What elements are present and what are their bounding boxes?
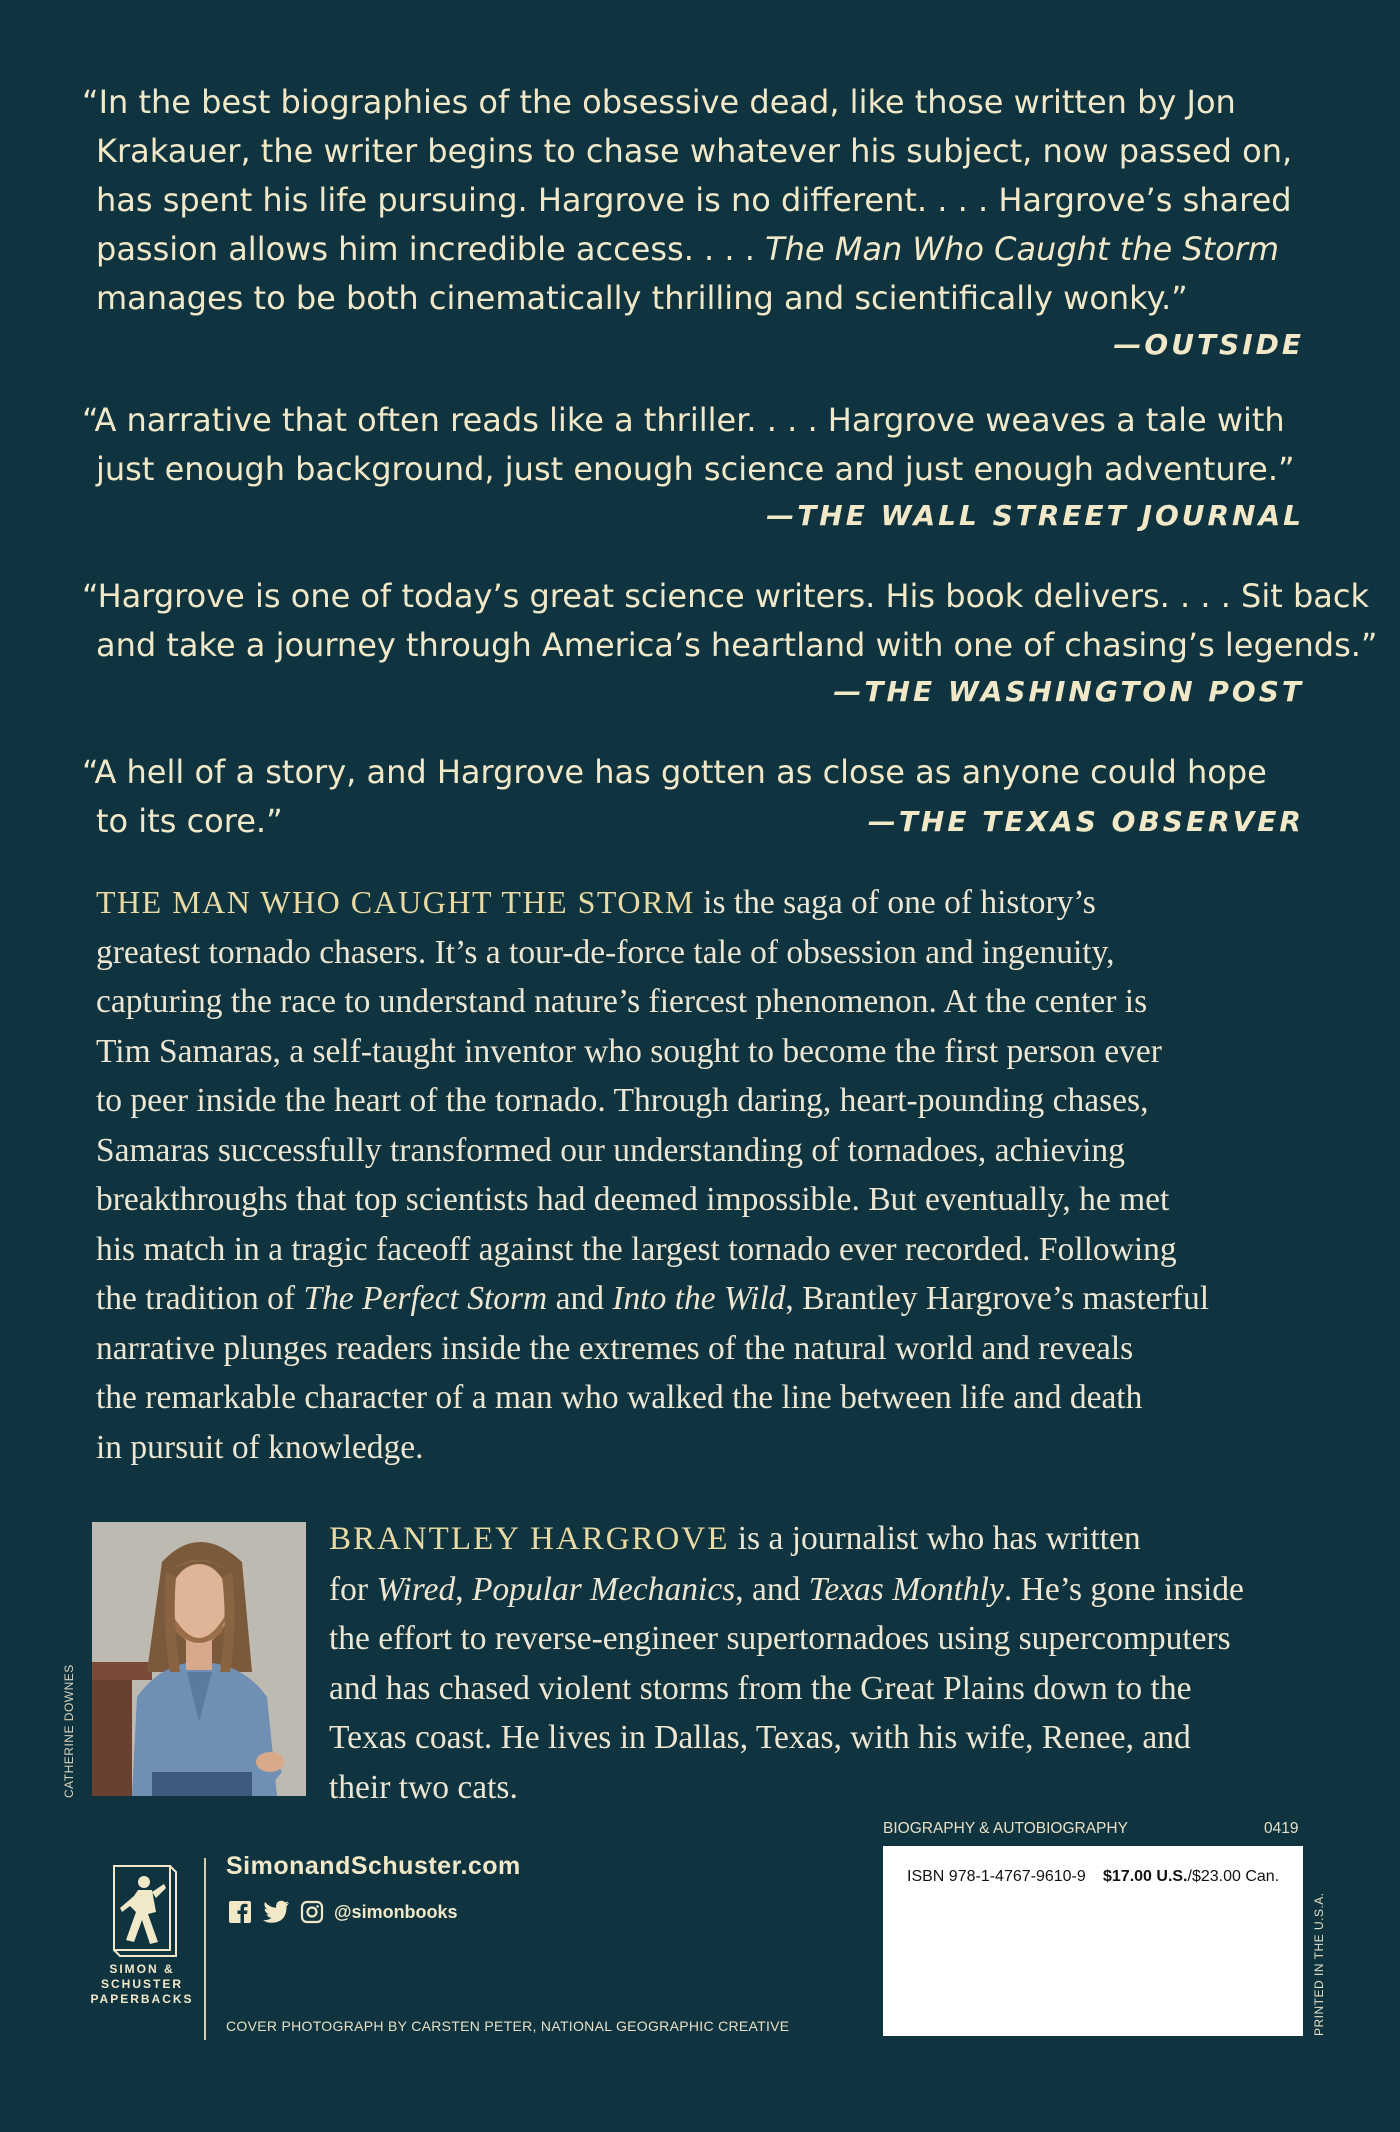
- description-line: the remarkable character of a man who walked the line between life and death: [96, 1379, 1143, 1416]
- description-line: THE MAN WHO CAUGHT THE STORM is the saga of one of history’s: [96, 884, 1096, 921]
- book-category: BIOGRAPHY & AUTOBIOGRAPHY: [883, 1820, 1128, 1837]
- isbn: ISBN 978-1-4767-9610-9: [907, 1868, 1086, 1885]
- bio-line: their two cats.: [329, 1768, 518, 1806]
- publisher-logo-text: SIMON & SCHUSTER PAPERBACKS: [90, 1962, 194, 2006]
- retail-code: 0419: [1264, 1820, 1299, 1837]
- social-handle[interactable]: @simonbooks: [334, 1901, 458, 1922]
- book-title-italic: The Man Who Caught the Storm: [765, 230, 1280, 268]
- social-links: [228, 1898, 458, 1926]
- blurb-source: —THE WASHINGTON POST: [833, 675, 1304, 708]
- blurb-line: “A narrative that often reads like a thriller. . . . Hargrove weaves a tale with: [82, 401, 1285, 439]
- description-line: greatest tornado chasers. It’s a tour-de-force tale of obsession and ingenuity,: [96, 933, 1115, 971]
- blurb-line: Krakauer, the writer begins to chase whatever his subject, now passed on,: [96, 132, 1293, 170]
- photo-credit: CATHERINE DOWNES: [62, 1664, 76, 1798]
- author-photo: [92, 1522, 306, 1796]
- blurb-line: just enough background, just enough science and just enough adventure.”: [96, 450, 1295, 488]
- blurb-line: and take a journey through America’s heartland with one of chasing’s legends.”: [96, 626, 1378, 664]
- blurb-line: “Hargrove is one of today’s great science writers. His book delivers. . . . Sit back: [82, 577, 1369, 615]
- blurb-line: manages to be both cinematically thrilling and scientifically wonky.”: [96, 279, 1188, 317]
- bio-line: for Wired, Popular Mechanics, and Texas Monthly. He’s gone inside: [329, 1570, 1244, 1608]
- description-line: Tim Samaras, a self-taught inventor who sought to become the first person ever: [96, 1032, 1162, 1070]
- bio-line: Texas coast. He lives in Dallas, Texas, with his wife, Renee, and: [329, 1719, 1191, 1756]
- instagram-icon[interactable]: [300, 1900, 324, 1924]
- blurb-source: —THE WALL STREET JOURNAL: [766, 499, 1304, 532]
- description-line: the tradition of The Perfect Storm and Into the Wild, Brantley Hargrove’s masterful: [96, 1280, 1210, 1317]
- author-name: BRANTLEY HARGROVE: [329, 1521, 730, 1557]
- blurb-washington-post: [82, 572, 1378, 714]
- description-line: breakthroughs that top scientists had deemed impossible. But eventually, he met: [96, 1181, 1170, 1218]
- divider: [204, 1858, 206, 2040]
- facebook-icon[interactable]: [228, 1900, 252, 1924]
- description-line: narrative plunges readers inside the extremes of the natural world and reveals: [96, 1329, 1134, 1367]
- description-line: Samaras successfully transformed our understanding of tornadoes, achieving: [96, 1131, 1125, 1169]
- blurb-wsj: [82, 396, 1304, 538]
- blurb-line: to its core.”: [96, 802, 283, 840]
- author-bio: [329, 1514, 1309, 1812]
- description-line: his match in a tragic faceoff against the largest tornado ever recorded. Following: [96, 1230, 1177, 1268]
- bio-line: BRANTLEY HARGROVE is a journalist who has written: [329, 1520, 1141, 1557]
- printed-in: PRINTED IN THE U.S.A.: [1312, 1892, 1326, 2036]
- cover-photo-credit: COVER PHOTOGRAPH BY CARSTEN PETER, NATIONAL GEOGRAPHIC CREATIVE: [226, 2018, 790, 2034]
- blurb-line: “In the best biographies of the obsessive dead, like those written by Jon: [82, 83, 1236, 121]
- book-description: [96, 878, 1306, 1472]
- barcode-box: [883, 1846, 1303, 2036]
- publisher-website-link[interactable]: SimonandSchuster.com: [226, 1852, 521, 1880]
- bio-line: the effort to reverse-engineer supertornadoes using supercomputers: [329, 1620, 1231, 1657]
- twitter-icon[interactable]: [262, 1900, 290, 1924]
- blurb-outside: [82, 78, 1304, 367]
- price: $17.00 U.S./$23.00 Can.: [1103, 1868, 1280, 1885]
- blurb-texas-observer: [82, 748, 1304, 846]
- blurb-line: passion allows him incredible access. . . . The Man Who Caught the Storm: [96, 230, 1280, 268]
- blurb-source: —OUTSIDE: [1113, 328, 1304, 361]
- book-title: THE MAN WHO CAUGHT THE STORM: [96, 884, 695, 920]
- blurb-line: has spent his life pursuing. Hargrove is no different. . . . Hargrove’s shared: [96, 181, 1292, 219]
- blurb-line: “A hell of a story, and Hargrove has gotten as close as anyone could hope: [82, 753, 1267, 791]
- bio-line: and has chased violent storms from the Great Plains down to the: [329, 1669, 1192, 1707]
- description-line: in pursuit of knowledge.: [96, 1428, 424, 1466]
- description-line: capturing the race to understand nature’s fiercest phenomenon. At the center is: [96, 983, 1148, 1020]
- blurb-source: —THE TEXAS OBSERVER: [867, 805, 1304, 838]
- description-line: to peer inside the heart of the tornado. Through daring, heart-pounding chases,: [96, 1082, 1149, 1119]
